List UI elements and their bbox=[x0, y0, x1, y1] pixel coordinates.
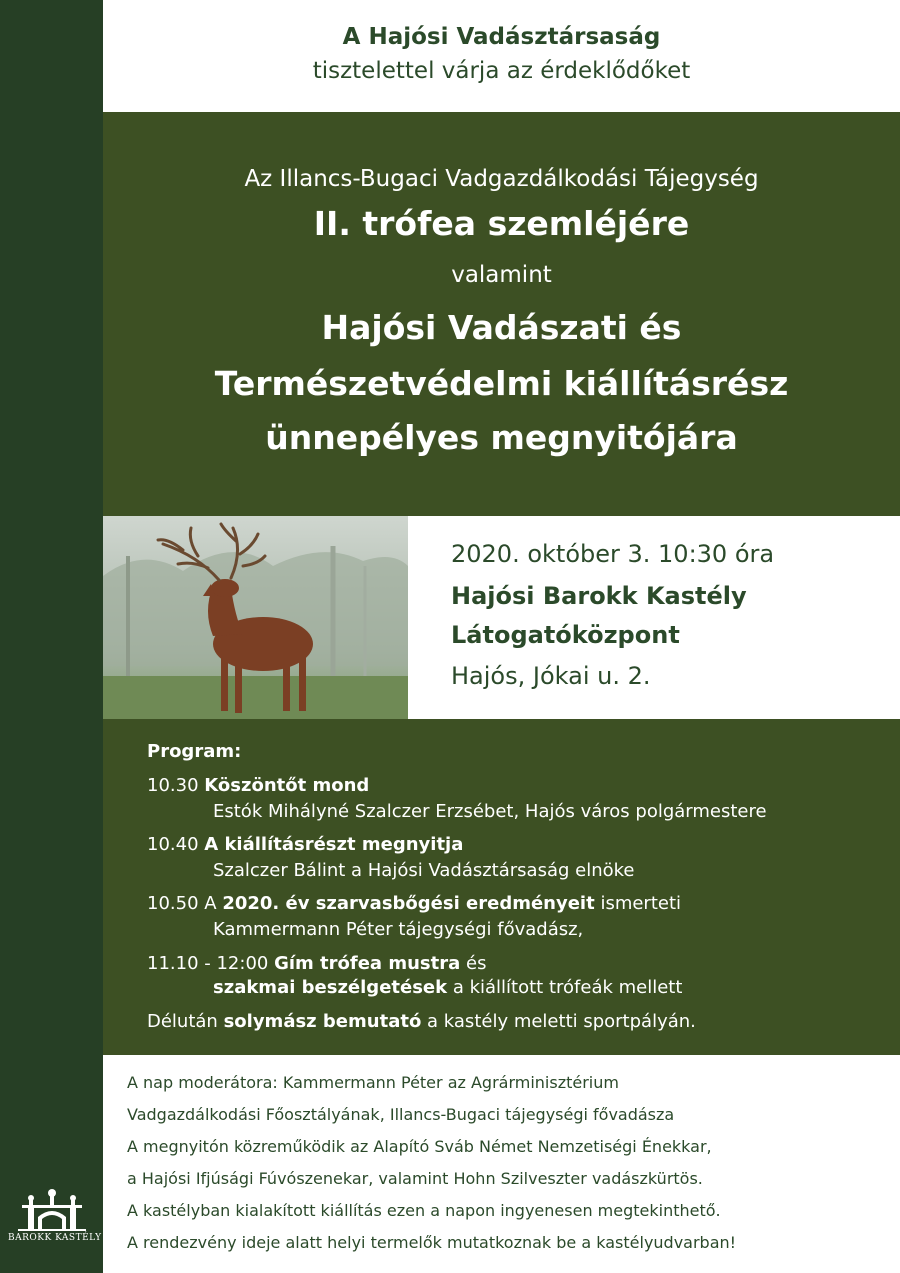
note-line: a Hajósi Ifjúsági Fúvószenekar, valamint Hohn Szilveszter vadászkürtös. bbox=[127, 1169, 703, 1188]
invitation-line-2: II. trófea szemléjére bbox=[313, 204, 690, 243]
program-panel bbox=[103, 719, 900, 1055]
program-title: A kiállításrészt megnyitja bbox=[204, 834, 464, 855]
program-item-4: 11.10 - 12:00 Gím trófea mustra és bbox=[147, 953, 487, 974]
left-stripe bbox=[0, 0, 103, 1273]
organization-title: A Hajósi Vadásztársaság bbox=[342, 24, 661, 50]
event-datetime: 2020. október 3. 10:30 óra bbox=[451, 540, 775, 568]
note-line: Vadgazdálkodási Főosztályának, Illancs-Bugaci tájegységi fővadásza bbox=[127, 1105, 675, 1124]
event-venue-line-2: Látogatóközpont bbox=[451, 621, 680, 649]
program-item-2-detail: Szalczer Bálint a Hajósi Vadásztársaság elnöke bbox=[213, 860, 635, 881]
program-item-1-detail: Estók Mihályné Szalczer Erzsébet, Hajós város polgármestere bbox=[213, 801, 767, 822]
event-details bbox=[408, 516, 900, 719]
note-line: A kastélyban kialakított kiállítás ezen a napon ingyenesen megtekinthető. bbox=[127, 1201, 721, 1220]
program-item-5: Délután solymász bemutató a kastély meletti sportpályán. bbox=[147, 1011, 696, 1032]
program-title: Köszöntőt mond bbox=[204, 775, 370, 796]
program-heading: Program: bbox=[147, 741, 242, 762]
event-address: Hajós, Jókai u. 2. bbox=[451, 662, 651, 690]
castle-icon bbox=[8, 1183, 96, 1233]
program-item-3-detail: Kammermann Péter tájegységi fővadász, bbox=[213, 919, 584, 940]
program-time: 10.30 bbox=[147, 775, 199, 796]
invitation-line-1: Az Illancs-Bugaci Vadgazdálkodási Tájegység bbox=[244, 166, 759, 192]
note-line: A nap moderátora: Kammermann Péter az Agrárminisztérium bbox=[127, 1073, 619, 1092]
barokk-kastely-logo bbox=[8, 1183, 102, 1253]
note-line: A rendezvény ideje alatt helyi termelők mutatkoznak be a kastélyudvarban! bbox=[127, 1233, 737, 1252]
invitation-line-3: valamint bbox=[451, 262, 552, 288]
program-item-1 bbox=[147, 775, 369, 796]
program-item-3: 10.50 A 2020. év szarvasbőgési eredményeit ismerteti bbox=[147, 893, 682, 914]
program-item-4-detail: szakmai beszélgetések a kiállított trófeák mellett bbox=[213, 977, 683, 998]
invitation-line-5: Természetvédelmi kiállításrész bbox=[214, 364, 789, 403]
program-time: 10.40 bbox=[147, 834, 199, 855]
event-venue-line-1: Hajósi Barokk Kastély bbox=[451, 582, 747, 610]
note-line: A megnyitón közreműködik az Alapító Sváb Német Nemzetiségi Énekkar, bbox=[127, 1137, 712, 1156]
invitation-line-4: Hajósi Vadászati és bbox=[321, 308, 682, 347]
deer-photo bbox=[103, 516, 408, 719]
notes-section bbox=[103, 1055, 900, 1273]
invitation-line-6: ünnepélyes megnyitójára bbox=[265, 418, 738, 457]
header bbox=[103, 0, 900, 112]
invitation-panel bbox=[103, 112, 900, 516]
program-item-2 bbox=[147, 834, 463, 855]
header-subtitle: tisztelettel várja az érdeklődőket bbox=[312, 58, 691, 84]
logo-text: BAROKK KASTÉLY bbox=[8, 1233, 102, 1243]
